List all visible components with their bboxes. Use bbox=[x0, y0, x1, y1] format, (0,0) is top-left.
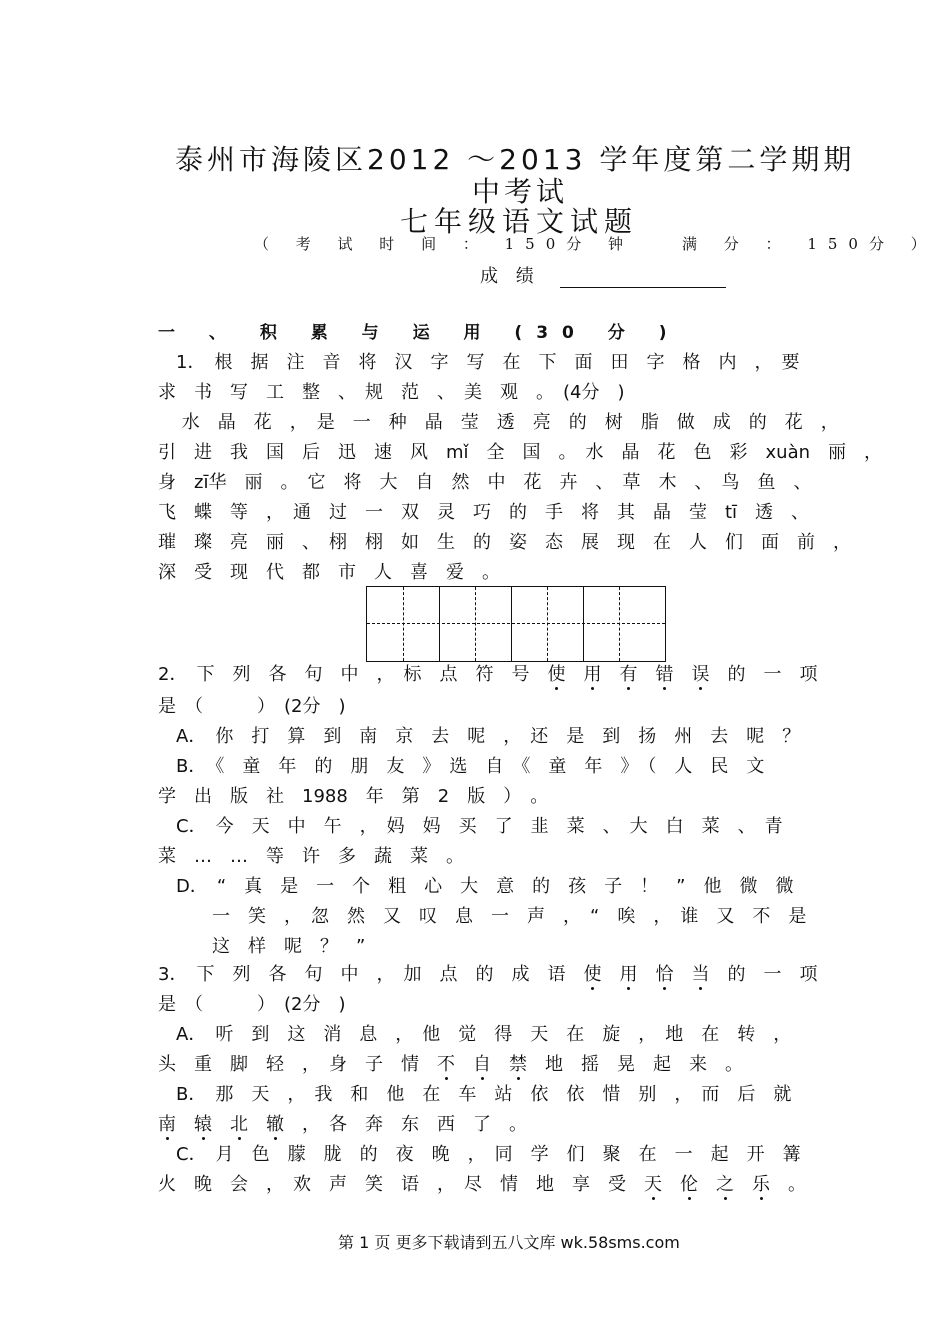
score-field bbox=[480, 262, 726, 288]
title-line-2: 中考试 bbox=[472, 175, 569, 208]
q2-option-b-cont: 学 出 版 社 1988 年 第 2 版 ） 。 bbox=[158, 786, 549, 807]
exam-time: （ 考 试 时 间 ： 150分 钟 bbox=[254, 235, 635, 253]
dotted-char: 当 bbox=[691, 964, 710, 985]
q3-option-b[interactable]: B． 那 天 ， 我 和 他 在 车 站 依 依 惜 别 ， 而 后 就 bbox=[176, 1084, 792, 1105]
dotted-char: 辕 bbox=[194, 1114, 212, 1135]
text: 地 摇 晃 起 来 。 bbox=[527, 1054, 743, 1075]
page-footer: 第 1 页 更多下载请到五八文库 wk.58sms.com bbox=[338, 1233, 680, 1252]
dotted-char: 用 bbox=[583, 664, 602, 685]
q1-paragraph-1: 水 晶 花 ， 是 一 种 晶 莹 透 亮 的 树 脂 做 成 的 花 ， bbox=[158, 412, 839, 433]
section-heading: 一 、 积 累 与 运 用 (30 分 ) bbox=[158, 323, 681, 343]
title-line-1: 泰州市海陵区2012 ～2013 学年度第二学期期 bbox=[175, 143, 856, 176]
q3-stem-2: 是 （ ） (2分 ) bbox=[158, 994, 346, 1015]
score-label: 成 绩 bbox=[480, 266, 540, 287]
dotted-char: 禁 bbox=[509, 1054, 527, 1075]
title-line-3: 七年级语文试题 bbox=[400, 205, 639, 238]
q1-line-1: 1． 根 据 注 音 将 汉 字 写 在 下 面 田 字 格 内 ， 要 bbox=[176, 352, 800, 373]
q2-option-d[interactable]: D． “ 真 是 一 个 粗 心 大 意 的 孩 子 ！ ” 他 微 微 bbox=[176, 876, 794, 897]
q1-paragraph-6: 深 受 现 代 都 市 人 喜 爱 。 bbox=[158, 562, 500, 583]
q2-option-d-cont: 一 笑 ， 忽 然 又 叹 息 一 声 ， “ 唉 ， 谁 又 不 是 bbox=[212, 906, 807, 927]
dotted-char: 自 bbox=[473, 1054, 491, 1075]
dotted-char: 之 bbox=[716, 1174, 734, 1195]
dotted-char: 使 bbox=[547, 664, 566, 685]
dotted-char: 恰 bbox=[655, 964, 674, 985]
dotted-char: 不 bbox=[437, 1054, 455, 1075]
dotted-char: 错 bbox=[655, 664, 674, 685]
q3-option-a[interactable]: A． 听 到 这 消 息 ， 他 觉 得 天 在 旋 ， 地 在 转 ， bbox=[176, 1024, 792, 1045]
dotted-char: 有 bbox=[619, 664, 638, 685]
q2-stem bbox=[158, 660, 817, 690]
q3-option-b-cont bbox=[158, 1110, 527, 1140]
dotted-char: 辙 bbox=[266, 1114, 284, 1135]
q2-option-c[interactable]: C． 今 天 中 午 ， 妈 妈 买 了 韭 菜 、 大 白 菜 、 青 bbox=[176, 816, 783, 837]
dotted-char: 南 bbox=[158, 1114, 176, 1135]
q2-stem-2: 是 （ ） (2分 ) bbox=[158, 696, 346, 717]
q3-option-c[interactable]: C． 月 色 朦 胧 的 夜 晚 ， 同 学 们 聚 在 一 起 开 篝 bbox=[176, 1144, 801, 1165]
text: ， 各 奔 东 西 了 。 bbox=[284, 1114, 527, 1135]
q1-paragraph-4: 飞 蝶 等 ， 通 过 一 双 灵 巧 的 手 将 其 晶 莹 tī 透 、 bbox=[158, 502, 810, 523]
q2-stem-end: 的 一 项 bbox=[709, 664, 818, 685]
tianzi-grid[interactable] bbox=[366, 586, 666, 662]
q3-stem bbox=[158, 960, 817, 990]
text: 。 bbox=[770, 1174, 806, 1195]
dotted-char: 北 bbox=[230, 1114, 248, 1135]
q2-option-d-cont-2: 这 样 呢 ？ ” bbox=[212, 936, 366, 957]
q2-option-a[interactable]: A． 你 打 算 到 南 京 去 呢 ， 还 是 到 扬 州 去 呢 ？ bbox=[176, 726, 801, 747]
exam-meta bbox=[254, 233, 937, 254]
text: 火 晚 会 ， 欢 声 笑 语 ， 尽 情 地 享 受 bbox=[158, 1174, 644, 1195]
dotted-char: 伦 bbox=[680, 1174, 698, 1195]
q3-stem-end: 的 一 项 bbox=[709, 964, 818, 985]
q1-paragraph-5: 璀 璨 亮 丽 、 栩 栩 如 生 的 姿 态 展 现 在 人 们 面 前 ， bbox=[158, 532, 851, 553]
q1-line-2: 求 书 写 工 整 、 规 范 、 美 观 。 (4分 ) bbox=[158, 382, 625, 403]
dotted-char: 乐 bbox=[752, 1174, 770, 1195]
q1-paragraph-2: 引 进 我 国 后 迅 速 风 mǐ 全 国 。 水 晶 花 色 彩 xuàn 丽 ， bbox=[158, 442, 883, 463]
exam-full-score: 满 分 ： 150分 ） bbox=[682, 235, 937, 253]
dotted-char: 天 bbox=[644, 1174, 662, 1195]
dotted-char: 误 bbox=[691, 664, 710, 685]
q1-paragraph-3: 身 zī华 丽 。 它 将 大 自 然 中 花 卉 、 草 木 、 鸟 鱼 、 bbox=[158, 472, 812, 493]
dotted-char: 使 bbox=[583, 964, 602, 985]
q2-stem-text: 2． 下 列 各 句 中 ， 标 点 符 号 bbox=[158, 664, 548, 685]
text: 头 重 脚 轻 ， 身 子 情 bbox=[158, 1054, 437, 1075]
score-blank[interactable] bbox=[560, 267, 726, 288]
q3-option-a-cont bbox=[158, 1050, 743, 1080]
q2-option-c-cont: 菜 … … 等 许 多 蔬 菜 。 bbox=[158, 846, 464, 867]
q2-option-b[interactable]: B． 《 童 年 的 朋 友 》 选 自 《 童 年 》 （ 人 民 文 bbox=[176, 756, 765, 777]
q3-stem-text: 3． 下 列 各 句 中 ， 加 点 的 成 语 bbox=[158, 964, 584, 985]
dotted-char: 用 bbox=[619, 964, 638, 985]
q3-option-c-cont bbox=[158, 1170, 806, 1200]
